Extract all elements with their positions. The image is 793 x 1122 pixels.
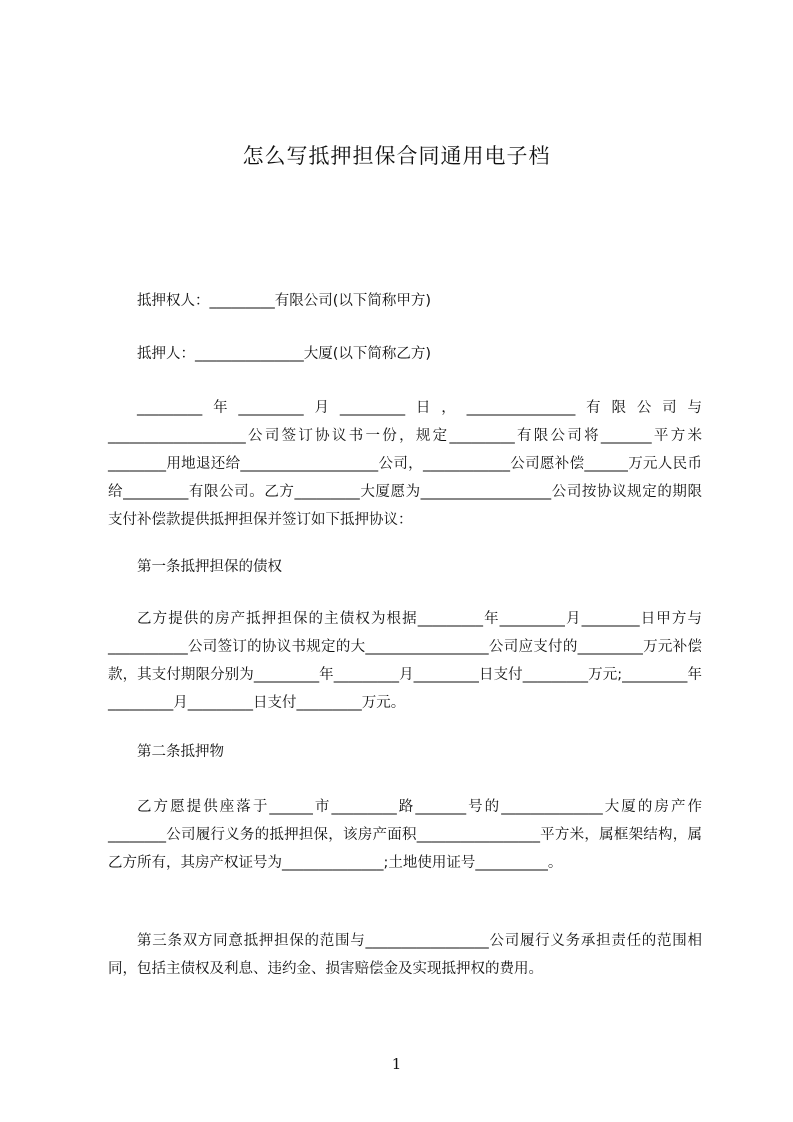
- paragraph-mortgagor: 抵押人：_______________大厦(以下简称乙方): [137, 346, 432, 362]
- heading-article-2: 第二条抵押物: [137, 744, 224, 760]
- paragraph-mortgagee: 抵押权人：_________有限公司(以下简称甲方): [137, 293, 432, 309]
- document-title: 怎么写抵押担保合同通用电子档: [242, 144, 551, 168]
- page-number: 1: [391, 1055, 402, 1073]
- paragraph-article-3: 第三条双方同意抵押担保的范围与_________________公司履行义务承担责任的范围相同，包括主债权及利息、违约金、损害赔偿金及实现抵押权的费用。: [108, 933, 702, 977]
- paragraph-preamble: _________年_________月_________日，_______________有限公司与___________________公司签订协议书一份，规定_________有限公司将_______平方米________用地退还给___________________公司，____________公司愿补偿______万元人民币给_________有限公司。乙方_________大厦愿为__________________公司按协议规定的期限支付补偿款提供抵押担保并签订如下抵押协议：: [108, 400, 702, 528]
- heading-article-1: 第一条抵押担保的债权: [137, 559, 282, 575]
- paragraph-article-2: 乙方愿提供座落于______市_________路_______号的______________大厦的房产作________公司履行义务的抵押担保，该房产面积_________________平方米，属框架结构，属乙方所有，其房产权证号为______________;土地使用证号__________。: [108, 799, 702, 871]
- paragraph-article-1: 乙方提供的房产抵押担保的主债权为根据_________年_________月________日甲方与___________公司签订的协议书规定的大_________________公司应支付的_________万元补偿款，其支付期限分别为_________年_________月_________日支付_________万元;_________年_________月_________日支付_________万元。: [108, 611, 702, 711]
